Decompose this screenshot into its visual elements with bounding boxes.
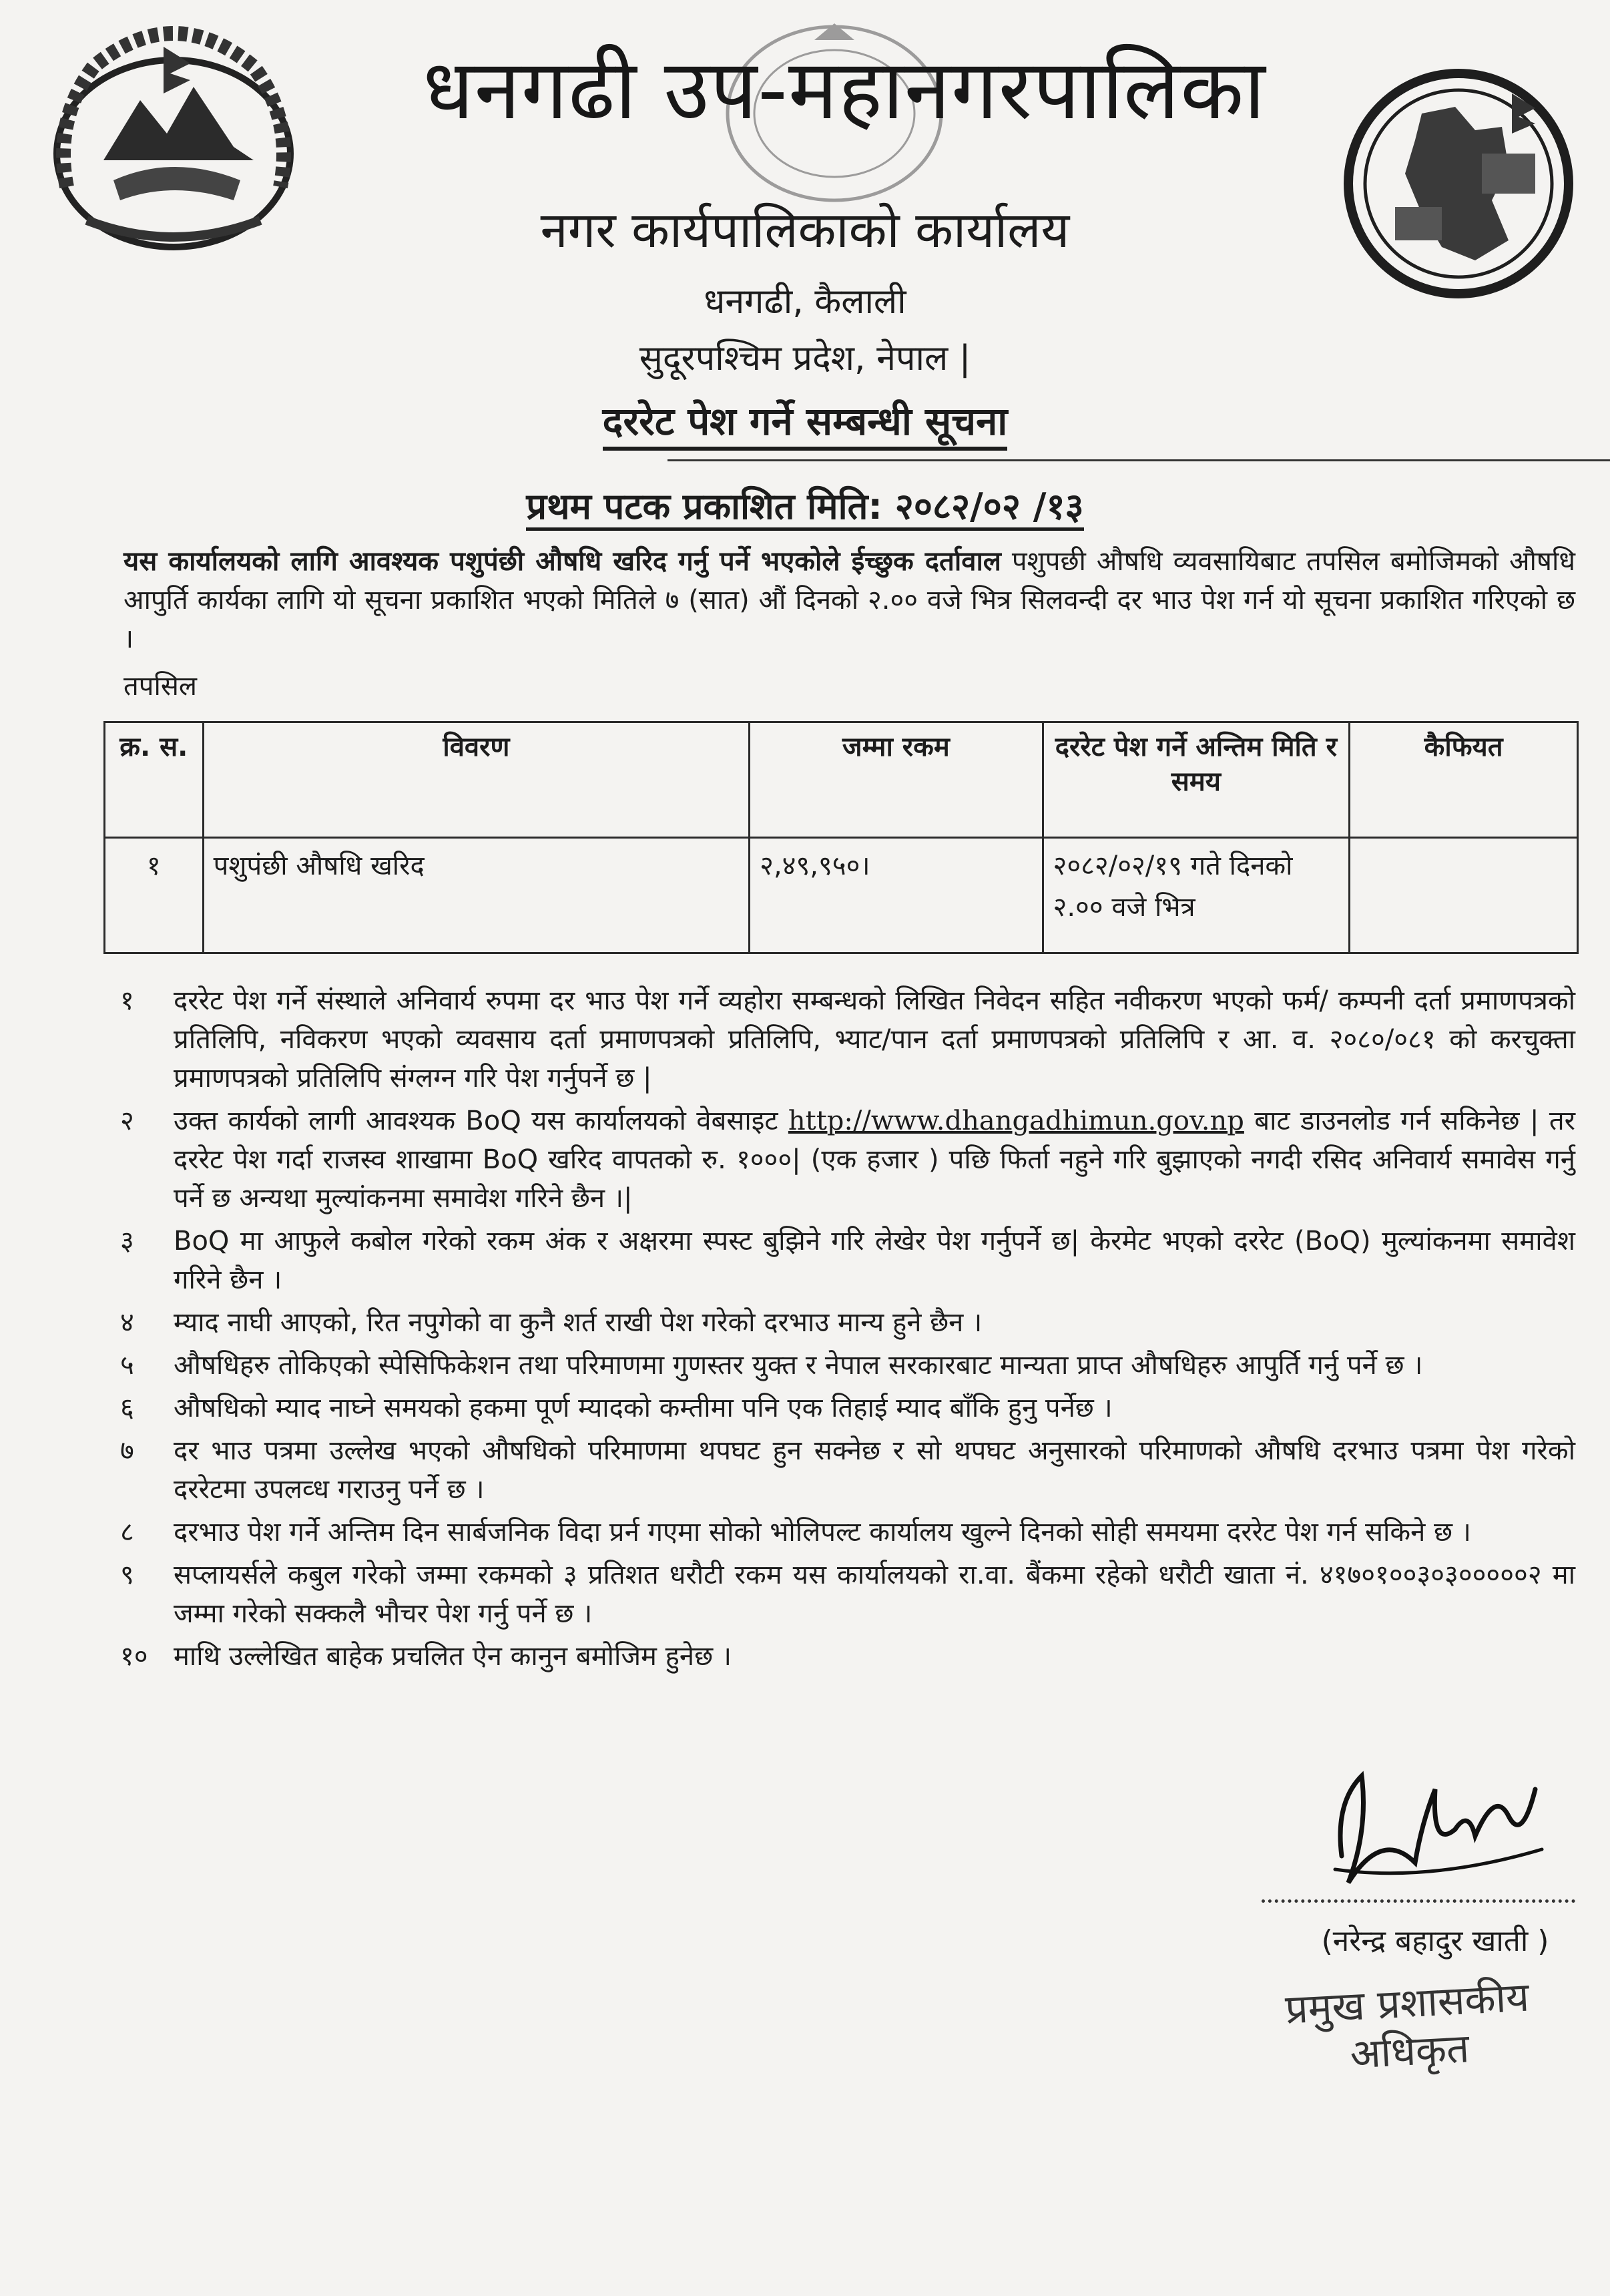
condition-item: १० माथि उल्लेखित बाहेक प्रचलित ऐन कानुन बमोजिम हुनेछ । (120, 1641, 732, 1672)
condition-item: ४ म्याद नाघी आएको, रित नपुगेको वा कुनै शर्त राखी पेश गरेको दरभाउ मान्य हुने छैन । (120, 1307, 983, 1338)
published-date: प्रथम पटक प्रकाशित मिति: २०८२/०२ /१३ (0, 484, 1610, 529)
condition-item: ६ औषधिको म्याद नाघ्ने समयको हकमा पूर्ण म्यादको कम्तीमा पनि एक तिहाई म्याद बाँकि हुनु पर्नेछ । (120, 1393, 1113, 1423)
col-description: विवरण (203, 722, 750, 838)
location-province: सुदूरपश्चिम प्रदेश, नेपाल | (639, 338, 971, 379)
notice-title: दररेट पेश गर्ने सम्बन्धी सूचना (0, 397, 1610, 445)
intro-paragraph: यस कार्यालयको लागि आवश्यक पशुपंछी औषधि खरिद गर्नु पर्ने भएकोले ईच्छुक दर्तावाल पशुपछी औषधि व्यवसायिबाट तपसिल बमोजिमको औषधि आपुर्ति कार्यका लागि यो सूचना प्रकाशित भएको मितिले ७ (सात) औं दिनको २.०० वजे भित्र सिलवन्दी दर भाउ पेश गर्न यो सूचना प्रकाशित गरिएको छ । (123, 546, 1576, 654)
col-remarks: कैफियत (1350, 722, 1578, 838)
website-link[interactable]: http://www.dhangadhimun.gov.np (788, 1106, 1244, 1136)
col-deadline: दररेट पेश गर्ने अन्तिम मिति र समय (1043, 722, 1350, 838)
condition-item: ५ औषधिहरु तोकिएको स्पेसिफिकेशन तथा परिमाणमा गुणस्तर युक्त र नेपाल सरकारबाट मान्यता प्राप्त औषधिहरु आपुर्ति गर्नु पर्ने छ । (120, 1350, 1423, 1381)
cell-deadline: २०८२/०२/१९ गते दिनको २.०० वजे भित्र (1043, 838, 1350, 953)
municipality-logo-icon (1342, 67, 1575, 300)
organization-name: धनगढी उप-महानगरपालिका (423, 42, 1266, 138)
procurement-table (103, 721, 1579, 954)
table-header-row (105, 722, 1578, 838)
condition-item: ८ दरभाउ पेश गर्ने अन्तिम दिन सार्बजनिक विदा प्रर्न गएमा सोको भोलिपल्ट कार्यालय खुल्ने दिनको सोही समयमा दररेट पेश गर्न सकिने छ । (120, 1517, 1471, 1548)
signer-title: प्रमुख प्रशासकीय अधिकृत (1284, 1974, 1531, 2078)
header-divider (667, 459, 1610, 461)
condition-item: ३ BoQ मा आफुले कबोल गरेको रकम अंक र अक्षरमा स्पस्ट बुझिने गरि लेखेर पेश गर्नुपर्ने छ| केरमेट भएको दररेट (BoQ) मुल्यांकनमा समावेश गरिने छैन । (120, 1226, 1575, 1295)
details-label: तपसिल (123, 671, 198, 702)
table-row (105, 838, 1578, 953)
office-name: नगर कार्यपालिकाको कार्यालय (540, 202, 1070, 259)
condition-item: ७ दर भाउ पत्रमा उल्लेख भएको औषधिको परिमाणमा थपघट हुन सक्नेछ र सो थपघट अनुसारको परिमाणको औषधि दरभाउ पत्रमा पेश गरेको दररेटमा उपलव्ध गराउनु पर्ने छ । (120, 1435, 1575, 1505)
cell-description: पशुपंछी औषधि खरिद (203, 838, 750, 953)
col-serial: क्र. स. (105, 722, 204, 838)
condition-item: ९ सप्लायर्सले कबुल गरेको जम्मा रकमको ३ प्रतिशत धरौटी रकम यस कार्यालयको रा.वा. बैंकमा रहेको धरौटी खाता नं. ४१७०१००३०३०००००२ मा जम्मा गरेको सक्कलै भौचर पेश गर्नु पर्ने छ । (120, 1560, 1575, 1629)
conditions-list (120, 981, 1575, 1680)
cell-amount: २,४९,९५०। (750, 838, 1043, 953)
cell-serial: १ (105, 838, 204, 953)
condition-item: १ दररेट पेश गर्ने संस्थाले अनिवार्य रुपमा दर भाउ पेश गर्ने व्यहोरा सम्बन्धको लिखित निवेदन सहित नवीकरण भएको फर्म/ कम्पनी दर्ता प्रमाणपत्रको प्रतिलिपि, नविकरण भएको व्यवसाय दर्ता प्रमाणपत्रको प्रतिलिपि, भ्याट/पान दर्ता प्रमाणपत्रको प्रतिलिपि र आ. व. २०८०/०८१ को करचुक्ता प्रमाणपत्रको प्रतिलिपि संग्लग्न गरि पेश गर्नुपर्ने छ | (120, 985, 1575, 1094)
signature-line (1262, 1899, 1575, 1903)
handwritten-signature-icon (1322, 1749, 1549, 1896)
col-amount: जम्मा रकम (750, 722, 1043, 838)
location-district: धनगढी, कैलाली (704, 282, 906, 322)
condition-item: २ उक्त कार्यको लागी आवश्यक BoQ यस कार्यालयको वेबसाइट http://www.dhangadhimun.gov.np बाट डाउनलोड गर्न सकिनेछ | तर दररेट पेश गर्दा राजस्व शाखामा BoQ खरिद वापतको रु. १०००| (एक हजार ) पछि फिर्ता नहुने गरि बुझाएको नगदी रसिद अनिवार्य समावेस गर्नु पर्ने छ अन्यथा मुल्यांकनमा समावेश गरिने छैन ।| (120, 1106, 1575, 1214)
cell-remarks (1350, 838, 1578, 953)
signer-name: (नरेन्द्र बहादुर खाती ) (1321, 1924, 1549, 1958)
